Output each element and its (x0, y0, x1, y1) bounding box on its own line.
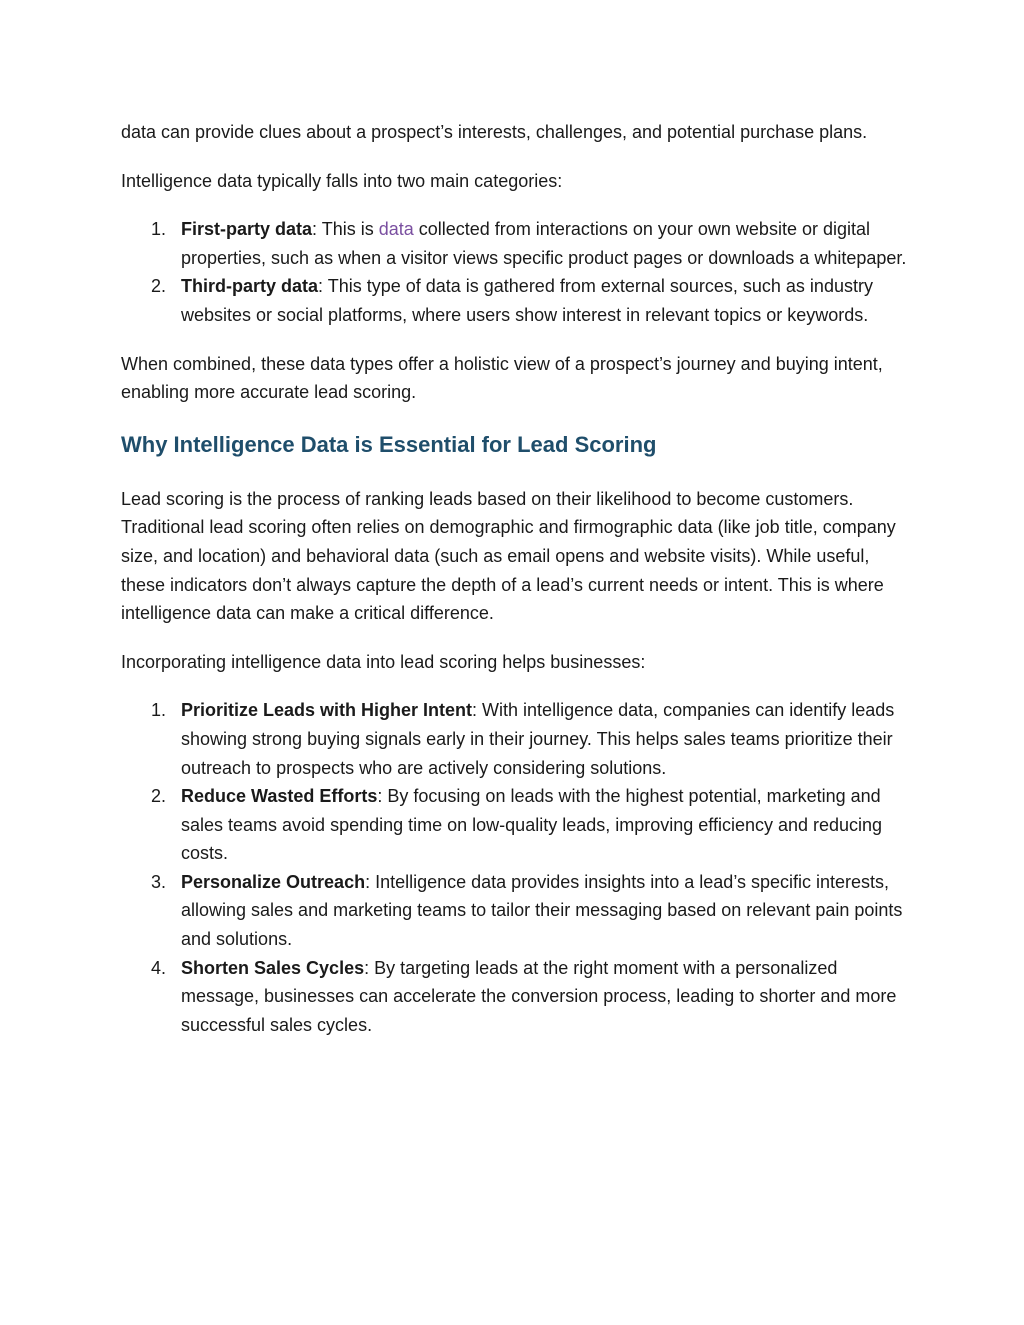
intro-paragraph: data can provide clues about a prospect’s interests, challenges, and potential purchase plans. (121, 122, 868, 142)
list-term: Prioritize Leads with Higher Intent (181, 700, 473, 721)
list-text: : By focusing on leads with the highest potential, marketing and sales teams avoid spending time on low-quality leads, improving efficiency and reducing costs. (181, 786, 883, 864)
list-text: : By targeting leads at the right moment with a personalized message, businesses can accelerate the conversion process, leading to shorter and more successful sales cycles. (181, 957, 897, 1035)
benefits-list (121, 696, 911, 1039)
list-term: Personalize Outreach (181, 871, 366, 892)
section-heading: Why Intelligence Data is Essential for Lead Scoring (121, 431, 657, 457)
list-item (121, 215, 911, 272)
benefits-intro: Incorporating intelligence data into lead scoring helps businesses: (121, 651, 646, 672)
list-item (121, 272, 911, 329)
list-number: 3. (151, 871, 167, 892)
list-term: Third-party data (181, 276, 319, 297)
list-number: 2. (151, 276, 167, 297)
categories-intro: Intelligence data typically falls into two main categories: (121, 170, 563, 191)
list-number: 1. (151, 700, 167, 721)
list-text: : This is (312, 219, 379, 240)
list-number: 1. (151, 219, 167, 240)
list-item (121, 868, 911, 954)
list-text: : Intelligence data provides insights into a lead’s specific interests, allowing sales and marketing teams to tailor their messaging based on relevant pain points and solutions. (181, 871, 903, 950)
lead-scoring-paragraph: Lead scoring is the process of ranking leads based on their likelihood to become customers. Traditional lead scoring often relies on demographic and firmographic data (like job title, company size, and location) and behavioral data (such as email opens and website visits). While useful, these indicators don’t always capture the depth of a lead’s current needs or intent. This is where intelligence data can make a critical difference. (121, 488, 896, 624)
list-number: 2. (151, 786, 167, 807)
list-term: Shorten Sales Cycles (181, 957, 365, 978)
list-term: First-party data (181, 219, 313, 240)
combined-paragraph: When combined, these data types offer a holistic view of a prospect’s journey and buying intent, enabling more accurate lead scoring. (121, 353, 883, 403)
data-link[interactable]: data (378, 219, 414, 240)
list-text: collected from interactions on your own website or digital properties, such as when a visitor views specific product pages or downloads a whitepaper. (181, 219, 907, 268)
list-item (121, 782, 911, 868)
list-number: 4. (151, 957, 167, 978)
list-text: : With intelligence data, companies can identify leads showing strong buying signals early in their journey. This helps sales teams prioritize their outreach to prospects who are actively considering solutions. (181, 700, 895, 778)
document-page (121, 118, 911, 1059)
list-item (121, 696, 911, 782)
list-text: : This type of data is gathered from external sources, such as industry websites or social platforms, where users show interest in relevant topics or keywords. (181, 276, 873, 325)
list-term: Reduce Wasted Efforts (181, 786, 378, 807)
list-item (121, 954, 911, 1040)
categories-list (121, 215, 911, 329)
